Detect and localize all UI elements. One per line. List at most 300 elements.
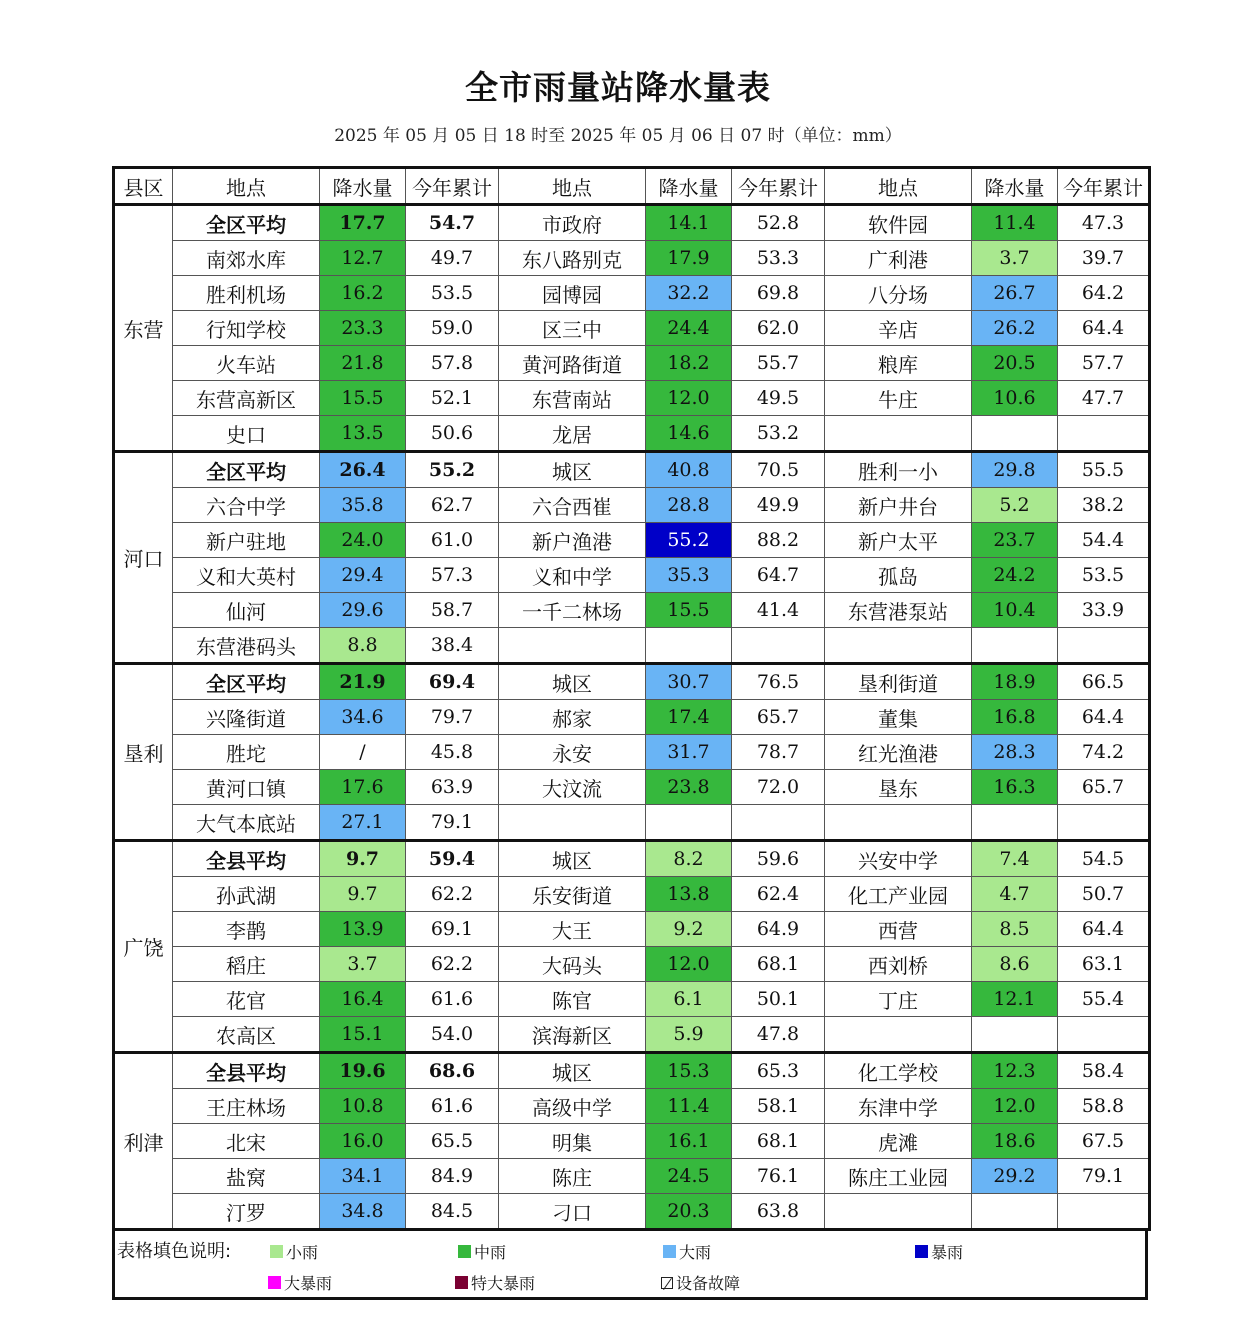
station-name-cell: 黄河路街道: [499, 346, 646, 381]
rainfall-cell: 17.9: [646, 241, 732, 276]
rainfall-cell: 27.1: [320, 805, 406, 841]
rainfall-cell: 16.8: [972, 700, 1058, 735]
station-name-cell: 粮库: [825, 346, 972, 381]
station-name-cell: 大汶流: [499, 770, 646, 805]
table-row: [114, 1194, 1150, 1230]
county-cell: 垦利: [114, 664, 173, 841]
cumulative-cell: 59.6: [732, 841, 825, 877]
cumulative-cell: [732, 628, 825, 664]
cumulative-cell: 47.8: [732, 1017, 825, 1053]
cumulative-cell: 65.7: [1058, 770, 1150, 805]
cumulative-cell: 65.5: [406, 1124, 499, 1159]
cumulative-cell: 41.4: [732, 593, 825, 628]
cumulative-cell: 62.2: [406, 947, 499, 982]
rainfall-cell: 10.6: [972, 381, 1058, 416]
cumulative-cell: 68.1: [732, 1124, 825, 1159]
rainfall-cell: 28.8: [646, 488, 732, 523]
station-name-cell: 高级中学: [499, 1089, 646, 1124]
rainfall-cell: 5.9: [646, 1017, 732, 1053]
station-name-cell: 广利港: [825, 241, 972, 276]
rainfall-cell: 24.5: [646, 1159, 732, 1194]
cumulative-cell: [1058, 1194, 1150, 1230]
table-row: [114, 452, 1150, 488]
cumulative-cell: 59.0: [406, 311, 499, 346]
station-name-cell: 垦东: [825, 770, 972, 805]
cumulative-cell: 74.2: [1058, 735, 1150, 770]
station-name-cell: 新户驻地: [173, 523, 320, 558]
cumulative-cell: 33.9: [1058, 593, 1150, 628]
county-cell: 利津: [114, 1053, 173, 1230]
page-subtitle: 2025 年 05 月 05 日 18 时至 2025 年 05 月 06 日 07 时（单位：mm）: [334, 126, 902, 146]
station-name-cell: 全县平均: [173, 1053, 320, 1089]
station-name-cell: 园博园: [499, 276, 646, 311]
station-name-cell: 史口: [173, 416, 320, 452]
rainfall-cell: 9.2: [646, 912, 732, 947]
station-name-cell: 永安: [499, 735, 646, 770]
cumulative-cell: 62.0: [732, 311, 825, 346]
station-name-cell: 大王: [499, 912, 646, 947]
cumulative-cell: 64.4: [1058, 912, 1150, 947]
station-name-cell: 城区: [499, 1053, 646, 1089]
station-name-cell: 区三中: [499, 311, 646, 346]
station-name-cell: 全区平均: [173, 205, 320, 241]
station-name-cell: 全区平均: [173, 664, 320, 700]
rainfall-cell: [972, 416, 1058, 452]
rainfall-cell: 12.0: [646, 947, 732, 982]
cumulative-cell: 53.5: [406, 276, 499, 311]
legend-item-blue: [663, 1240, 711, 1263]
table-row: [114, 205, 1150, 241]
cumulative-cell: 69.1: [406, 912, 499, 947]
rainfall-cell: 32.2: [646, 276, 732, 311]
rainfall-cell: 10.8: [320, 1089, 406, 1124]
table-row: [114, 947, 1150, 982]
cumulative-cell: 53.5: [1058, 558, 1150, 593]
rainfall-cell: 3.7: [320, 947, 406, 982]
rainfall-cell: 13.5: [320, 416, 406, 452]
rainfall-cell: 31.7: [646, 735, 732, 770]
station-name-cell: 八分场: [825, 276, 972, 311]
cumulative-cell: 69.4: [406, 664, 499, 700]
station-name-cell: 仙河: [173, 593, 320, 628]
rainfall-cell: 15.5: [646, 593, 732, 628]
cumulative-cell: [1058, 1017, 1150, 1053]
rainfall-cell: 9.7: [320, 841, 406, 877]
county-cell: 广饶: [114, 841, 173, 1053]
rainfall-cell: 13.8: [646, 877, 732, 912]
legend: [112, 1231, 1148, 1300]
cumulative-cell: 61.0: [406, 523, 499, 558]
legend-item-mid: [458, 1240, 506, 1263]
cumulative-cell: 54.7: [406, 205, 499, 241]
station-name-cell: 孤岛: [825, 558, 972, 593]
rainfall-cell: 34.6: [320, 700, 406, 735]
rainfall-cell: /: [320, 735, 406, 770]
table-row: [114, 1017, 1150, 1053]
station-name-cell: 西营: [825, 912, 972, 947]
cumulative-cell: 65.7: [732, 700, 825, 735]
station-name-cell: 软件园: [825, 205, 972, 241]
cumulative-cell: 63.1: [1058, 947, 1150, 982]
rainfall-cell: 13.9: [320, 912, 406, 947]
table-row: [114, 346, 1150, 381]
rainfall-cell: 23.7: [972, 523, 1058, 558]
rainfall-cell: 30.7: [646, 664, 732, 700]
station-name-cell: 城区: [499, 841, 646, 877]
rainfall-cell: 18.2: [646, 346, 732, 381]
station-name-cell: 胜利机场: [173, 276, 320, 311]
cumulative-cell: 38.4: [406, 628, 499, 664]
header-rainfall: 降水量: [972, 168, 1058, 205]
station-name-cell: 全县平均: [173, 841, 320, 877]
rainfall-cell: 15.1: [320, 1017, 406, 1053]
table-row: [114, 488, 1150, 523]
rainfall-cell: 26.7: [972, 276, 1058, 311]
station-name-cell: 市政府: [499, 205, 646, 241]
table-row: [114, 311, 1150, 346]
table-row: [114, 805, 1150, 841]
station-name-cell: 龙居: [499, 416, 646, 452]
dblue-swatch-icon: [915, 1245, 928, 1258]
station-name-cell: 六合西崔: [499, 488, 646, 523]
cumulative-cell: 57.8: [406, 346, 499, 381]
cumulative-cell: 84.5: [406, 1194, 499, 1230]
station-name-cell: 全区平均: [173, 452, 320, 488]
rainfall-cell: 14.6: [646, 416, 732, 452]
rainfall-cell: 8.5: [972, 912, 1058, 947]
rainfall-cell: 21.9: [320, 664, 406, 700]
station-name-cell: 乐安街道: [499, 877, 646, 912]
legend-item-maroon: [455, 1271, 535, 1294]
rainfall-cell: 4.7: [972, 877, 1058, 912]
page-title: 全市雨量站降水量表: [465, 68, 771, 107]
cumulative-cell: 54.5: [1058, 841, 1150, 877]
cumulative-cell: 62.4: [732, 877, 825, 912]
rainfall-cell: [972, 628, 1058, 664]
cumulative-cell: 54.4: [1058, 523, 1150, 558]
station-name-cell: 义和大英村: [173, 558, 320, 593]
cumulative-cell: 54.0: [406, 1017, 499, 1053]
cumulative-cell: 76.5: [732, 664, 825, 700]
station-name-cell: 王庄林场: [173, 1089, 320, 1124]
cumulative-cell: 79.1: [1058, 1159, 1150, 1194]
station-name-cell: 陈庄: [499, 1159, 646, 1194]
station-name-cell: 东津中学: [825, 1089, 972, 1124]
rainfall-cell: 28.3: [972, 735, 1058, 770]
table-row: [114, 877, 1150, 912]
rainfall-cell: 9.7: [320, 877, 406, 912]
cumulative-cell: 39.7: [1058, 241, 1150, 276]
cumulative-cell: 78.7: [732, 735, 825, 770]
table-body: [114, 205, 1150, 1230]
rainfall-cell: [646, 805, 732, 841]
rainfall-cell: 18.6: [972, 1124, 1058, 1159]
rainfall-cell: 16.4: [320, 982, 406, 1017]
fault-icon: [661, 1277, 673, 1289]
station-name-cell: 牛庄: [825, 381, 972, 416]
station-name-cell: [825, 416, 972, 452]
table-row: [114, 841, 1150, 877]
cumulative-cell: [1058, 416, 1150, 452]
rainfall-cell: 29.2: [972, 1159, 1058, 1194]
cumulative-cell: 59.4: [406, 841, 499, 877]
cumulative-cell: 64.4: [1058, 700, 1150, 735]
rainfall-cell: 23.8: [646, 770, 732, 805]
rainfall-cell: 6.1: [646, 982, 732, 1017]
cumulative-cell: 58.8: [1058, 1089, 1150, 1124]
cumulative-cell: 53.3: [732, 241, 825, 276]
table-row: [114, 1124, 1150, 1159]
rainfall-cell: 29.4: [320, 558, 406, 593]
station-name-cell: 陈庄工业园: [825, 1159, 972, 1194]
station-name-cell: [825, 805, 972, 841]
rainfall-cell: 20.3: [646, 1194, 732, 1230]
county-cell: 河口: [114, 452, 173, 664]
station-name-cell: 东营港泵站: [825, 593, 972, 628]
legend-item-dblue: [915, 1240, 963, 1263]
station-name-cell: 城区: [499, 452, 646, 488]
legend-item-magenta: [268, 1271, 332, 1294]
cumulative-cell: 58.1: [732, 1089, 825, 1124]
rainfall-cell: 3.7: [972, 241, 1058, 276]
cumulative-cell: [1058, 805, 1150, 841]
rainfall-cell: 35.3: [646, 558, 732, 593]
station-name-cell: 一千二林场: [499, 593, 646, 628]
rainfall-cell: 10.4: [972, 593, 1058, 628]
header-rainfall: 降水量: [320, 168, 406, 205]
station-name-cell: 黄河口镇: [173, 770, 320, 805]
table-row: [114, 381, 1150, 416]
cumulative-cell: 68.6: [406, 1053, 499, 1089]
station-name-cell: 东营港码头: [173, 628, 320, 664]
table-row: [114, 276, 1150, 311]
cumulative-cell: 70.5: [732, 452, 825, 488]
rainfall-cell: 19.6: [320, 1053, 406, 1089]
station-name-cell: 六合中学: [173, 488, 320, 523]
legend-label: 表格填色说明:: [117, 1241, 232, 1262]
station-name-cell: 孙武湖: [173, 877, 320, 912]
rainfall-cell: 40.8: [646, 452, 732, 488]
station-name-cell: 兴隆街道: [173, 700, 320, 735]
rainfall-cell: 55.2: [646, 523, 732, 558]
station-name-cell: 稻庄: [173, 947, 320, 982]
table-row: [114, 416, 1150, 452]
cumulative-cell: 68.1: [732, 947, 825, 982]
cumulative-cell: 64.2: [1058, 276, 1150, 311]
rainfall-cell: 14.1: [646, 205, 732, 241]
station-name-cell: 化工产业园: [825, 877, 972, 912]
rainfall-cell: 8.2: [646, 841, 732, 877]
header-row: [114, 168, 1150, 205]
cumulative-cell: 55.2: [406, 452, 499, 488]
station-name-cell: 虎滩: [825, 1124, 972, 1159]
rainfall-cell: 16.3: [972, 770, 1058, 805]
legend-item-label: 特大暴雨: [471, 1274, 536, 1293]
rainfall-cell: 15.3: [646, 1053, 732, 1089]
station-name-cell: 盐窝: [173, 1159, 320, 1194]
rainfall-cell: 18.9: [972, 664, 1058, 700]
cumulative-cell: 84.9: [406, 1159, 499, 1194]
cumulative-cell: 57.3: [406, 558, 499, 593]
rainfall-cell: 8.6: [972, 947, 1058, 982]
cumulative-cell: 64.4: [1058, 311, 1150, 346]
rainfall-cell: 17.6: [320, 770, 406, 805]
cumulative-cell: 58.4: [1058, 1053, 1150, 1089]
legend-item-label: 大雨: [679, 1243, 712, 1262]
station-name-cell: 东营高新区: [173, 381, 320, 416]
table-row: [114, 735, 1150, 770]
station-name-cell: 胜坨: [173, 735, 320, 770]
cumulative-cell: 55.7: [732, 346, 825, 381]
header-cumulative: 今年累计: [406, 168, 499, 205]
rainfall-cell: [646, 628, 732, 664]
rainfall-cell: 24.4: [646, 311, 732, 346]
cumulative-cell: 88.2: [732, 523, 825, 558]
cumulative-cell: 47.7: [1058, 381, 1150, 416]
table-row: [114, 593, 1150, 628]
station-name-cell: 东八路别克: [499, 241, 646, 276]
cumulative-cell: 53.2: [732, 416, 825, 452]
cumulative-cell: 55.5: [1058, 452, 1150, 488]
station-name-cell: 大气本底站: [173, 805, 320, 841]
station-name-cell: 新户太平: [825, 523, 972, 558]
rainfall-cell: 12.0: [972, 1089, 1058, 1124]
rainfall-cell: 15.5: [320, 381, 406, 416]
magenta-swatch-icon: [268, 1276, 281, 1289]
station-name-cell: 兴安中学: [825, 841, 972, 877]
station-name-cell: 新户井台: [825, 488, 972, 523]
cumulative-cell: 66.5: [1058, 664, 1150, 700]
cumulative-cell: 65.3: [732, 1053, 825, 1089]
rainfall-cell: 34.1: [320, 1159, 406, 1194]
legend-item-label: 暴雨: [931, 1243, 964, 1262]
rainfall-cell: [972, 1194, 1058, 1230]
header-place: 地点: [499, 168, 646, 205]
rainfall-cell: 17.7: [320, 205, 406, 241]
station-name-cell: 东营南站: [499, 381, 646, 416]
station-name-cell: 胜利一小: [825, 452, 972, 488]
rainfall-cell: 17.4: [646, 700, 732, 735]
station-name-cell: 李鹊: [173, 912, 320, 947]
cumulative-cell: 57.7: [1058, 346, 1150, 381]
station-name-cell: 汀罗: [173, 1194, 320, 1230]
rainfall-cell: [972, 805, 1058, 841]
station-name-cell: [825, 1194, 972, 1230]
station-name-cell: 火车站: [173, 346, 320, 381]
rainfall-cell: 26.2: [972, 311, 1058, 346]
cumulative-cell: 61.6: [406, 1089, 499, 1124]
cumulative-cell: 72.0: [732, 770, 825, 805]
station-name-cell: 新户渔港: [499, 523, 646, 558]
header-place: 地点: [173, 168, 320, 205]
cumulative-cell: 64.7: [732, 558, 825, 593]
rainfall-cell: 24.0: [320, 523, 406, 558]
rainfall-table: [112, 166, 1151, 1231]
rainfall-cell: 12.1: [972, 982, 1058, 1017]
cumulative-cell: 49.5: [732, 381, 825, 416]
station-name-cell: 刁口: [499, 1194, 646, 1230]
cumulative-cell: 69.8: [732, 276, 825, 311]
station-name-cell: [499, 628, 646, 664]
table-row: [114, 982, 1150, 1017]
header-place: 地点: [825, 168, 972, 205]
rainfall-cell: 20.5: [972, 346, 1058, 381]
table-row: [114, 664, 1150, 700]
cumulative-cell: 49.9: [732, 488, 825, 523]
table-row: [114, 558, 1150, 593]
station-name-cell: 花官: [173, 982, 320, 1017]
cumulative-cell: 52.8: [732, 205, 825, 241]
station-name-cell: [499, 805, 646, 841]
station-name-cell: 董集: [825, 700, 972, 735]
cumulative-cell: 67.5: [1058, 1124, 1150, 1159]
station-name-cell: 义和中学: [499, 558, 646, 593]
rainfall-cell: 7.4: [972, 841, 1058, 877]
rainfall-cell: 34.8: [320, 1194, 406, 1230]
station-name-cell: 西刘桥: [825, 947, 972, 982]
header-county: 县区: [114, 168, 173, 205]
rainfall-cell: 12.0: [646, 381, 732, 416]
cumulative-cell: 76.1: [732, 1159, 825, 1194]
station-name-cell: 红光渔港: [825, 735, 972, 770]
table-row: [114, 770, 1150, 805]
station-name-cell: 南郊水库: [173, 241, 320, 276]
rainfall-cell: 23.3: [320, 311, 406, 346]
cumulative-cell: [1058, 628, 1150, 664]
rainfall-cell: 24.2: [972, 558, 1058, 593]
station-name-cell: 化工学校: [825, 1053, 972, 1089]
cumulative-cell: 55.4: [1058, 982, 1150, 1017]
table-row: [114, 700, 1150, 735]
legend-item-label: 小雨: [286, 1243, 319, 1262]
table-row: [114, 1159, 1150, 1194]
cumulative-cell: 50.7: [1058, 877, 1150, 912]
table-row: [114, 1053, 1150, 1089]
cumulative-cell: 61.6: [406, 982, 499, 1017]
cumulative-cell: 50.6: [406, 416, 499, 452]
rainfall-cell: 8.8: [320, 628, 406, 664]
table-row: [114, 628, 1150, 664]
header-cumulative: 今年累计: [732, 168, 825, 205]
table-row: [114, 1089, 1150, 1124]
rainfall-cell: 21.8: [320, 346, 406, 381]
table-row: [114, 523, 1150, 558]
legend-item-light: [270, 1240, 318, 1263]
cumulative-cell: 49.7: [406, 241, 499, 276]
rainfall-cell: 12.7: [320, 241, 406, 276]
station-name-cell: 大码头: [499, 947, 646, 982]
station-name-cell: 辛店: [825, 311, 972, 346]
station-name-cell: 郝家: [499, 700, 646, 735]
table-row: [114, 241, 1150, 276]
cumulative-cell: 50.1: [732, 982, 825, 1017]
station-name-cell: [825, 1017, 972, 1053]
county-cell: 东营: [114, 205, 173, 452]
header-rainfall: 降水量: [646, 168, 732, 205]
station-name-cell: 丁庄: [825, 982, 972, 1017]
cumulative-cell: 63.8: [732, 1194, 825, 1230]
station-name-cell: [825, 628, 972, 664]
cumulative-cell: 45.8: [406, 735, 499, 770]
maroon-swatch-icon: [455, 1276, 468, 1289]
cumulative-cell: 62.2: [406, 877, 499, 912]
cumulative-cell: 52.1: [406, 381, 499, 416]
rainfall-cell: 35.8: [320, 488, 406, 523]
light-swatch-icon: [270, 1245, 283, 1258]
legend-item-label: 中雨: [474, 1243, 507, 1262]
cumulative-cell: 47.3: [1058, 205, 1150, 241]
station-name-cell: 农高区: [173, 1017, 320, 1053]
